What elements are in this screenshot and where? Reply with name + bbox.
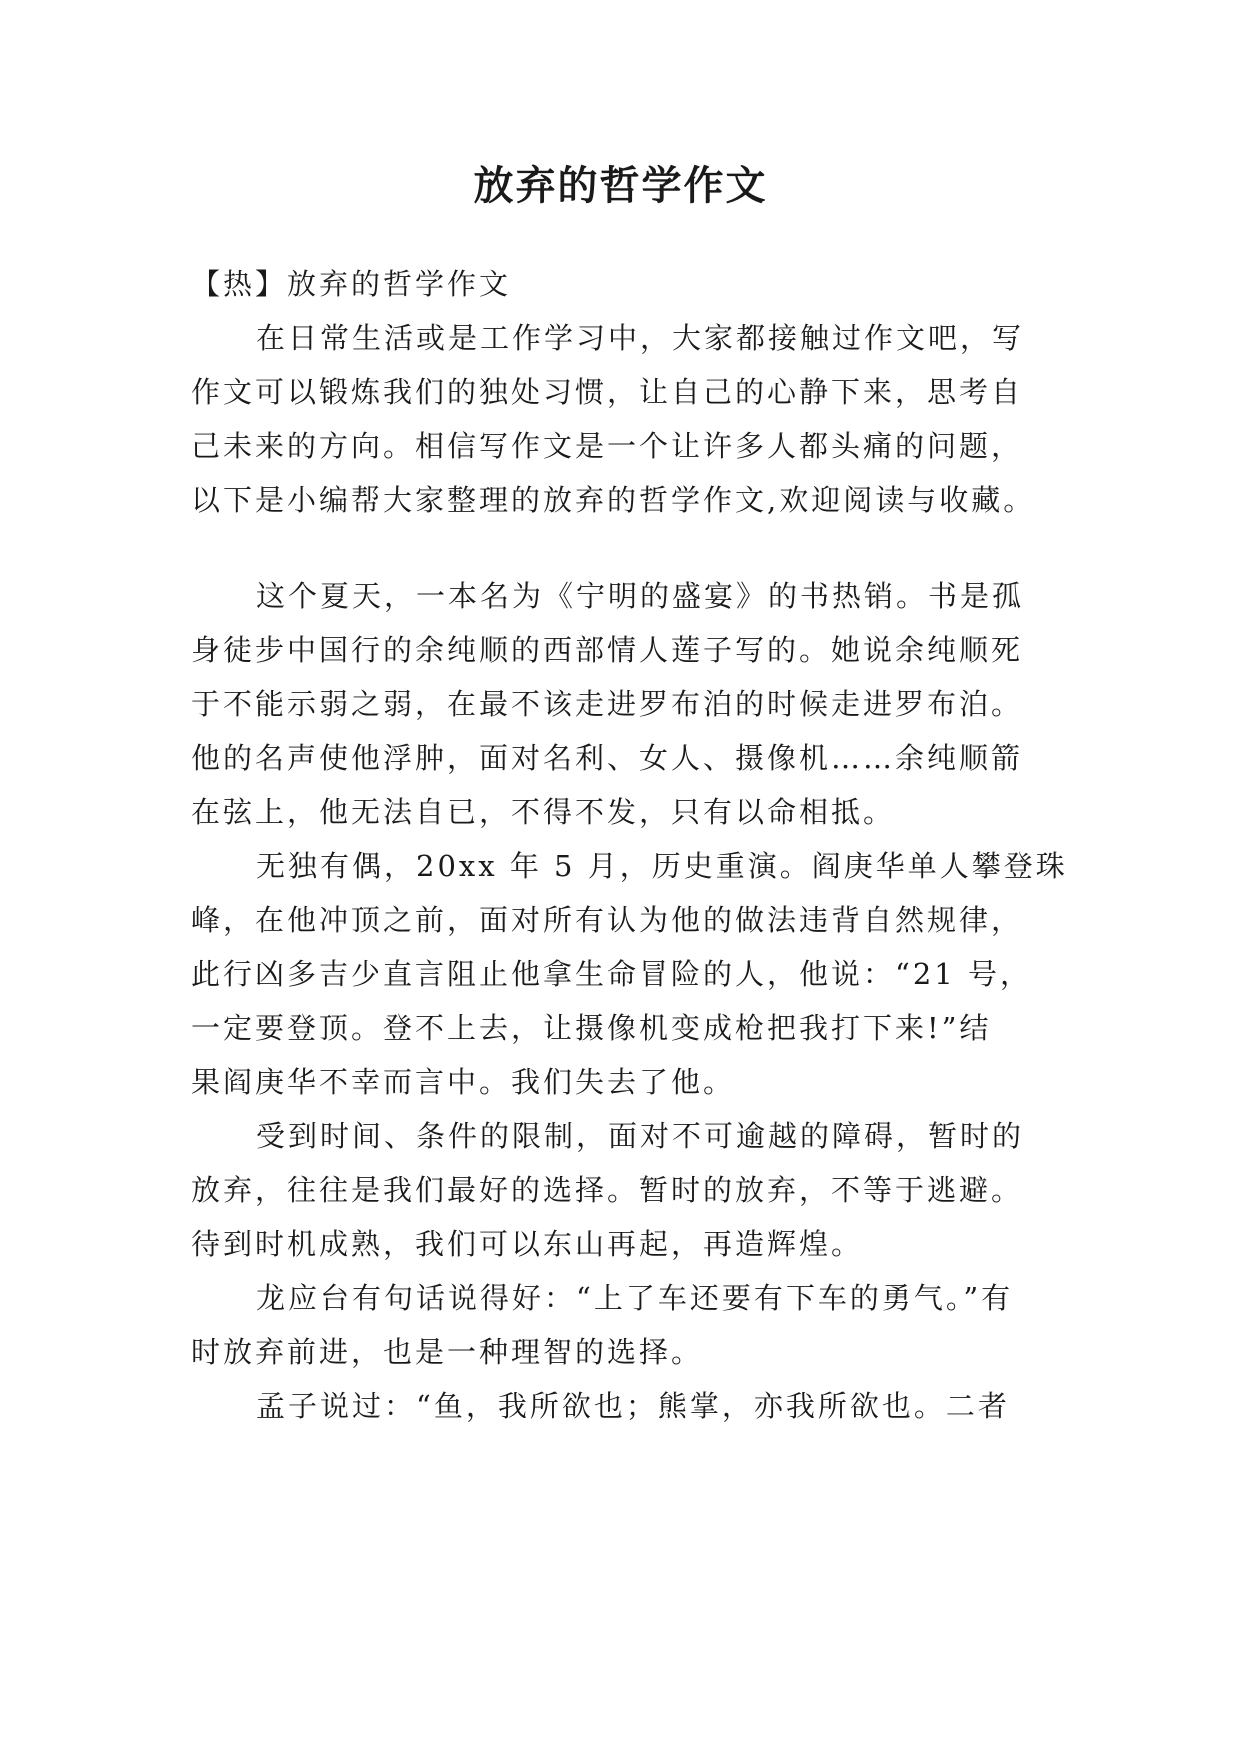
paragraph-line: 放弃，往往是我们最好的选择。暂时的放弃，不等于逃避。 xyxy=(191,1173,1024,1207)
paragraph-line: 身徒步中国行的余纯顺的西部情人莲子写的。她说余纯顺死 xyxy=(191,633,1024,667)
document-title: 放弃的哲学作文 xyxy=(473,162,768,209)
paragraph-line: 受到时间、条件的限制，面对不可逾越的障碍，暂时的 xyxy=(256,1119,1025,1153)
paragraph-line: 在弦上，他无法自已，不得不发，只有以命相抵。 xyxy=(191,795,896,829)
paragraph-line: 己未来的方向。相信写作文是一个让许多人都头痛的问题， xyxy=(191,429,1024,463)
paragraph-line: 此行凶多吉少直言阻止他拿生命冒险的人，他说：“21 号， xyxy=(191,957,1032,991)
paragraph-line: 果阎庚华不幸而言中。我们失去了他。 xyxy=(191,1065,736,1099)
paragraph-line: 一定要登顶。登不上去，让摄像机变成枪把我打下来!”结 xyxy=(191,1011,992,1045)
paragraph-line: 待到时机成熟，我们可以东山再起，再造辉煌。 xyxy=(191,1227,864,1261)
paragraph-line: 孟子说过：“鱼，我所欲也；熊掌，亦我所欲也。二者 xyxy=(256,1389,1010,1423)
document-subtitle: 【热】放弃的哲学作文 xyxy=(191,267,512,301)
paragraph-line: 龙应台有句话说得好：“上了车还要有下车的勇气。”有 xyxy=(256,1281,1014,1315)
paragraph-line: 在日常生活或是工作学习中，大家都接触过作文吧，写 xyxy=(256,321,1025,355)
paragraph-line: 峰，在他冲顶之前，面对所有认为他的做法违背自然规律， xyxy=(191,903,1024,937)
paragraph-line: 以下是小编帮大家整理的放弃的哲学作文,欢迎阅读与收藏。 xyxy=(191,483,1036,517)
paragraph-line: 于不能示弱之弱，在最不该走进罗布泊的时候走进罗布泊。 xyxy=(191,687,1024,721)
paragraph-line: 时放弃前进，也是一种理智的选择。 xyxy=(191,1335,704,1369)
paragraph-line: 无独有偶，20xx 年 5 月，历史重演。阎庚华单人攀登珠 xyxy=(256,849,1068,883)
paragraph-line: 他的名声使他浮肿，面对名利、女人、摄像机……余纯顺箭 xyxy=(191,741,1024,775)
paragraph-line: 这个夏天，一本名为《宁明的盛宴》的书热销。书是孤 xyxy=(256,579,1025,613)
paragraph-line: 作文可以锻炼我们的独处习惯，让自己的心静下来，思考自 xyxy=(191,375,1024,409)
